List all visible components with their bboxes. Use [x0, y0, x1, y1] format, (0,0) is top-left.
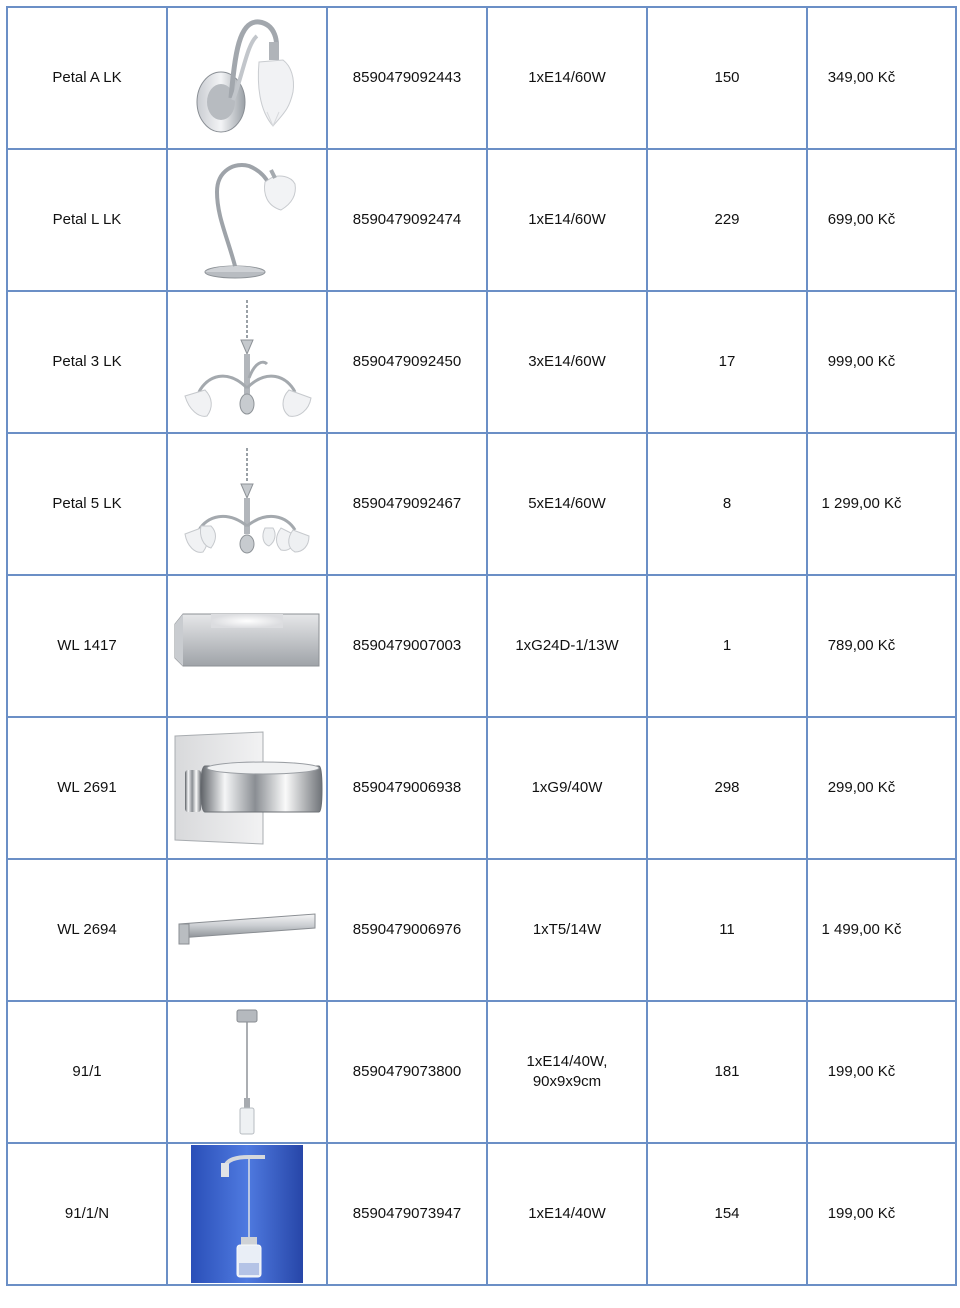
product-price: 349,00 Kč [807, 7, 956, 149]
product-ean: 8590479092474 [327, 149, 487, 291]
product-name: Petal A LK [7, 7, 167, 149]
product-ean: 8590479092443 [327, 7, 487, 149]
product-price: 199,00 Kč [807, 1001, 956, 1143]
table-row [7, 149, 956, 291]
product-price: 699,00 Kč [807, 149, 956, 291]
product-qty: 298 [647, 717, 807, 859]
product-ean: 8590479073800 [327, 1001, 487, 1143]
product-name: Petal 3 LK [7, 291, 167, 433]
product-image-cell [167, 717, 327, 859]
product-bulb: 1xG9/40W [487, 717, 647, 859]
table-row [7, 433, 956, 575]
table-row [7, 859, 956, 1001]
product-qty: 17 [647, 291, 807, 433]
product-name: WL 2694 [7, 859, 167, 1001]
product-image-cell [167, 433, 327, 575]
product-image-cell [167, 859, 327, 1001]
product-bulb: 1xE14/40W, 90x9x9cm [487, 1001, 647, 1143]
rectangular-wall-light-icon [173, 606, 321, 686]
product-ean: 8590479073947 [327, 1143, 487, 1285]
product-table [6, 6, 957, 1286]
table-row [7, 7, 956, 149]
product-price: 789,00 Kč [807, 575, 956, 717]
product-price: 999,00 Kč [807, 291, 956, 433]
pendant-lamp-blue-photo-icon [191, 1145, 303, 1283]
product-price: 299,00 Kč [807, 717, 956, 859]
product-price: 199,00 Kč [807, 1143, 956, 1285]
product-qty: 11 [647, 859, 807, 1001]
product-name: WL 1417 [7, 575, 167, 717]
product-ean: 8590479092450 [327, 291, 487, 433]
product-bulb: 1xE14/60W [487, 7, 647, 149]
product-name: Petal 5 LK [7, 433, 167, 575]
wall-sconce-lamp-icon [187, 14, 307, 142]
product-qty: 181 [647, 1001, 807, 1143]
product-bulb: 5xE14/60W [487, 433, 647, 575]
product-ean: 8590479006976 [327, 859, 487, 1001]
product-price: 1 299,00 Kč [807, 433, 956, 575]
product-ean: 8590479007003 [327, 575, 487, 717]
product-bulb: 1xG24D-1/13W [487, 575, 647, 717]
product-price: 1 499,00 Kč [807, 859, 956, 1001]
product-name: Petal L LK [7, 149, 167, 291]
product-ean: 8590479006938 [327, 717, 487, 859]
product-bulb: 3xE14/60W [487, 291, 647, 433]
product-qty: 154 [647, 1143, 807, 1285]
table-row [7, 575, 956, 717]
product-qty: 229 [647, 149, 807, 291]
table-lamp-icon [187, 156, 307, 284]
product-image-cell [167, 291, 327, 433]
chandelier-5-arm-icon [177, 440, 317, 568]
product-bulb: 1xE14/60W [487, 149, 647, 291]
product-image-cell [167, 149, 327, 291]
product-name: 91/1/N [7, 1143, 167, 1285]
table-row [7, 1143, 956, 1285]
product-qty: 150 [647, 7, 807, 149]
product-name: 91/1 [7, 1001, 167, 1143]
product-qty: 8 [647, 433, 807, 575]
chandelier-3-arm-icon [177, 298, 317, 426]
table-row [7, 291, 956, 433]
table-row [7, 717, 956, 859]
product-ean: 8590479092467 [327, 433, 487, 575]
product-bulb: 1xT5/14W [487, 859, 647, 1001]
pendant-lamp-icon [227, 1006, 267, 1138]
chrome-ring-wall-light-icon [171, 730, 323, 846]
product-bulb: 1xE14/40W [487, 1143, 647, 1285]
table-row [7, 1001, 956, 1143]
product-image-cell [167, 1143, 327, 1285]
product-image-cell [167, 575, 327, 717]
product-name: WL 2691 [7, 717, 167, 859]
linear-wall-light-icon [175, 910, 319, 950]
product-image-cell [167, 1001, 327, 1143]
product-qty: 1 [647, 575, 807, 717]
product-image-cell [167, 7, 327, 149]
